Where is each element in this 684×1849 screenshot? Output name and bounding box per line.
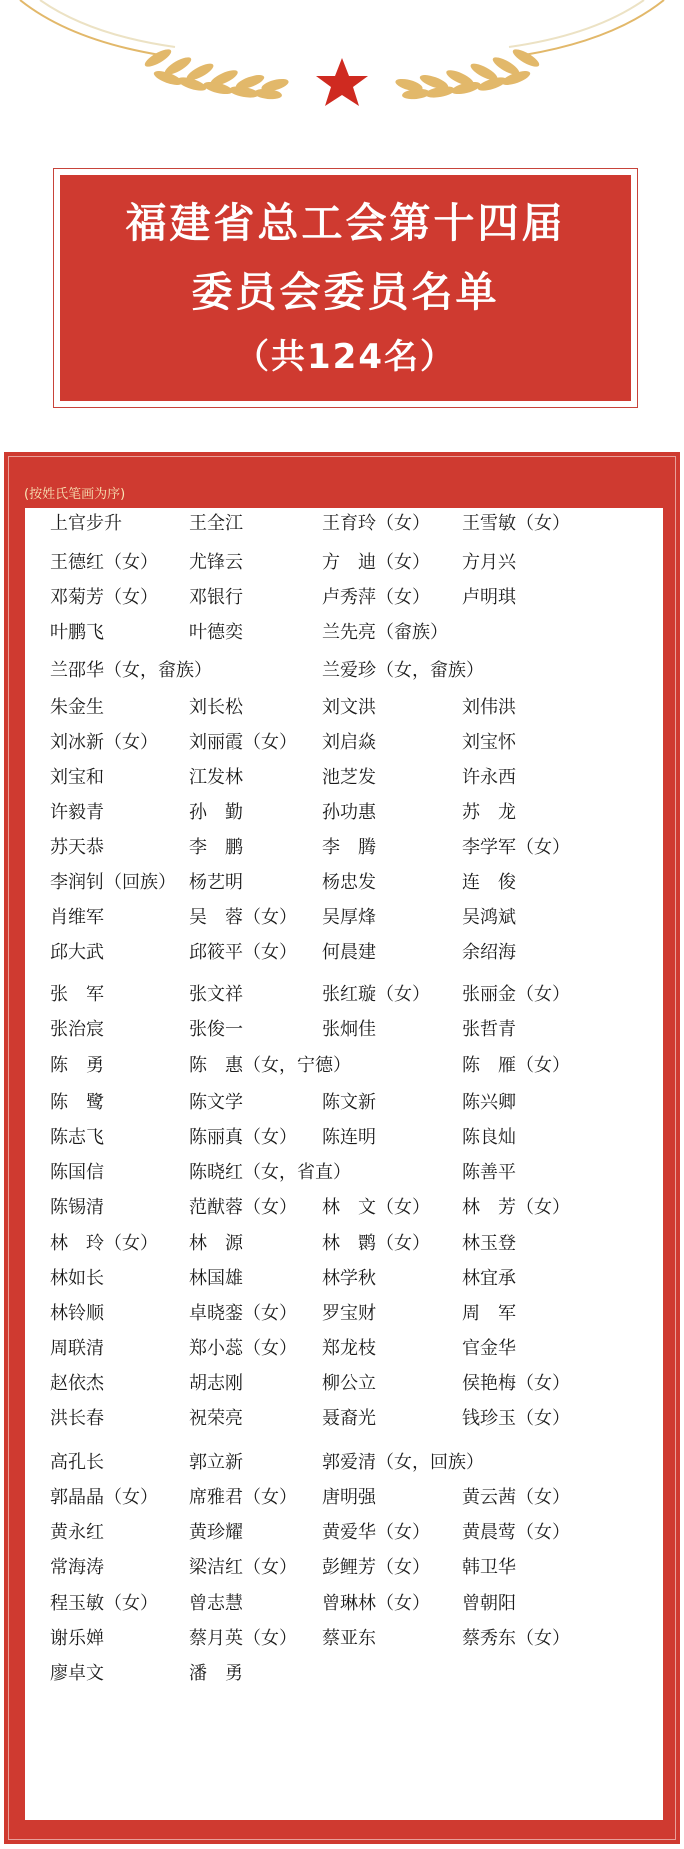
member-name: 邱筱平（女） — [189, 942, 297, 963]
member-row — [25, 1015, 663, 1045]
member-name: 梁洁红（女） — [189, 1557, 297, 1578]
member-row — [25, 1051, 663, 1081]
member-name: 刘丽霞（女） — [189, 732, 297, 753]
member-name: 郭爱清（女，回族） — [322, 1452, 484, 1473]
member-name: 张红璇（女） — [322, 984, 430, 1005]
member-name: 卢秀萍（女） — [322, 587, 430, 608]
member-name: 陈文新 — [322, 1092, 376, 1113]
member-count: （共124名） — [235, 337, 456, 377]
member-name: 上官步升 — [50, 513, 122, 534]
member-name: 张丽金（女） — [462, 984, 570, 1005]
member-name: 陈 雁（女） — [462, 1055, 570, 1076]
member-name: 王全江 — [189, 513, 243, 534]
member-name: 陈志飞 — [50, 1127, 104, 1148]
member-name: 陈 鹭 — [50, 1092, 104, 1113]
member-name: 陈连明 — [322, 1127, 376, 1148]
member-name: 刘宝怀 — [462, 732, 516, 753]
member-list-panel — [25, 508, 663, 1820]
member-name: 潘 勇 — [189, 1663, 243, 1684]
member-name: 席雅君（女） — [189, 1487, 297, 1508]
member-name: 刘文洪 — [322, 697, 376, 718]
member-row — [25, 1624, 663, 1654]
member-name: 张炯佳 — [322, 1019, 376, 1040]
member-name: 刘冰新（女） — [50, 732, 158, 753]
member-name: 林学秋 — [322, 1268, 376, 1289]
member-name: 刘启焱 — [322, 732, 376, 753]
member-name: 苏天恭 — [50, 837, 104, 858]
member-name: 张俊一 — [189, 1019, 243, 1040]
title-line-1: 福建省总工会第十四届 — [125, 199, 566, 247]
member-name: 林 玲（女） — [50, 1233, 158, 1254]
member-row — [25, 618, 663, 648]
member-name: 孙功惠 — [322, 802, 376, 823]
member-name: 陈兴卿 — [462, 1092, 516, 1113]
member-name: 连 俊 — [462, 872, 516, 893]
member-name: 柳公立 — [322, 1373, 376, 1394]
member-name: 杨忠发 — [322, 872, 376, 893]
member-name: 刘伟洪 — [462, 697, 516, 718]
member-row — [25, 903, 663, 933]
member-name: 周 军 — [462, 1303, 516, 1324]
member-name: 林 文（女） — [322, 1197, 430, 1218]
member-name: 林 源 — [189, 1233, 243, 1254]
member-name: 郭晶晶（女） — [50, 1487, 158, 1508]
member-name: 赵依杰 — [50, 1373, 104, 1394]
member-name: 蔡月英（女） — [189, 1628, 297, 1649]
member-name: 韩卫华 — [462, 1557, 516, 1578]
member-name: 吴 蓉（女） — [189, 907, 297, 928]
member-name: 黄珍耀 — [189, 1522, 243, 1543]
member-name: 廖卓文 — [50, 1663, 104, 1684]
member-name: 黄云茜（女） — [462, 1487, 570, 1508]
member-name: 钱珍玉（女） — [462, 1408, 570, 1429]
member-name: 聂裔光 — [322, 1408, 376, 1429]
member-name: 林 芳（女） — [462, 1197, 570, 1218]
member-row — [25, 1518, 663, 1548]
member-row — [25, 583, 663, 613]
member-name: 高孔长 — [50, 1452, 104, 1473]
member-row — [25, 1229, 663, 1259]
member-name: 刘宝和 — [50, 767, 104, 788]
member-name: 侯艳梅（女） — [462, 1373, 570, 1394]
member-name: 蔡亚东 — [322, 1628, 376, 1649]
member-row — [25, 656, 663, 686]
member-name: 方 迪（女） — [322, 552, 430, 573]
member-name: 程玉敏（女） — [50, 1593, 158, 1614]
member-row — [25, 1158, 663, 1188]
member-name: 兰邵华（女，畲族） — [50, 660, 212, 681]
member-row — [25, 980, 663, 1010]
member-row — [25, 833, 663, 863]
member-row — [25, 1369, 663, 1399]
member-name: 邱大武 — [50, 942, 104, 963]
member-name: 周联清 — [50, 1338, 104, 1359]
member-name: 林宜承 — [462, 1268, 516, 1289]
title-banner — [53, 168, 638, 408]
member-row — [25, 1404, 663, 1434]
member-row — [25, 1123, 663, 1153]
member-name: 余绍海 — [462, 942, 516, 963]
member-name: 杨艺明 — [189, 872, 243, 893]
member-name: 卓晓銮（女） — [189, 1303, 297, 1324]
member-name: 罗宝财 — [322, 1303, 376, 1324]
member-name: 苏 龙 — [462, 802, 516, 823]
member-name: 曾琳林（女） — [322, 1593, 430, 1614]
member-name: 郑龙枝 — [322, 1338, 376, 1359]
member-name: 方月兴 — [462, 552, 516, 573]
member-name: 李润钊（回族） — [50, 872, 176, 893]
member-name: 常海涛 — [50, 1557, 104, 1578]
member-name: 祝荣亮 — [189, 1408, 243, 1429]
member-row — [25, 1334, 663, 1364]
member-name: 叶德奕 — [189, 622, 243, 643]
member-name: 陈 勇 — [50, 1055, 104, 1076]
member-name: 林铃顺 — [50, 1303, 104, 1324]
member-name: 曾志慧 — [189, 1593, 243, 1614]
member-row — [25, 763, 663, 793]
member-name: 张治宸 — [50, 1019, 104, 1040]
member-row — [25, 1088, 663, 1118]
member-name: 陈晓红（女，省直） — [189, 1162, 351, 1183]
wheat-star-emblem-icon — [0, 0, 684, 120]
member-name: 林玉登 — [462, 1233, 516, 1254]
member-name: 卢明琪 — [462, 587, 516, 608]
member-name: 江发林 — [189, 767, 243, 788]
member-name: 范猷蓉（女） — [189, 1197, 297, 1218]
title-banner-inner — [60, 175, 631, 401]
title-line-2: 委员会委员名单 — [191, 268, 500, 316]
member-name: 吴鸿斌 — [462, 907, 516, 928]
member-name: 张 军 — [50, 984, 104, 1005]
member-name: 吴厚烽 — [322, 907, 376, 928]
member-name: 肖维军 — [50, 907, 104, 928]
member-name: 黄爱华（女） — [322, 1522, 430, 1543]
member-row — [25, 1264, 663, 1294]
member-name: 李学军（女） — [462, 837, 570, 858]
member-name: 曾朝阳 — [462, 1593, 516, 1614]
member-name: 林国雄 — [189, 1268, 243, 1289]
member-row — [25, 1448, 663, 1478]
member-name: 洪长春 — [50, 1408, 104, 1429]
member-row — [25, 1299, 663, 1329]
member-name: 官金华 — [462, 1338, 516, 1359]
member-name: 林如长 — [50, 1268, 104, 1289]
member-list-frame — [4, 452, 680, 1844]
member-row — [25, 868, 663, 898]
member-row — [25, 1659, 663, 1689]
member-name: 兰爱珍（女，畲族） — [322, 660, 484, 681]
member-row — [25, 938, 663, 968]
member-name: 尤锋云 — [189, 552, 243, 573]
member-name: 陈丽真（女） — [189, 1127, 297, 1148]
member-name: 何晨建 — [322, 942, 376, 963]
member-name: 胡志刚 — [189, 1373, 243, 1394]
member-name: 叶鹏飞 — [50, 622, 104, 643]
member-row — [25, 1589, 663, 1619]
member-name: 邓银行 — [189, 587, 243, 608]
member-row — [25, 728, 663, 758]
member-name: 王育玲（女） — [322, 513, 430, 534]
member-name: 孙 勤 — [189, 802, 243, 823]
member-name: 兰先亮（畲族） — [322, 622, 448, 643]
member-name: 陈良灿 — [462, 1127, 516, 1148]
member-name: 邓菊芳（女） — [50, 587, 158, 608]
member-row — [25, 509, 663, 539]
member-row — [25, 548, 663, 578]
member-name: 陈善平 — [462, 1162, 516, 1183]
member-name: 陈文学 — [189, 1092, 243, 1113]
member-row — [25, 1193, 663, 1223]
member-name: 王德红（女） — [50, 552, 158, 573]
member-name: 许毅青 — [50, 802, 104, 823]
member-name: 刘长松 — [189, 697, 243, 718]
member-name: 林 鹮（女） — [322, 1233, 430, 1254]
member-name: 朱金生 — [50, 697, 104, 718]
member-name: 黄永红 — [50, 1522, 104, 1543]
member-name: 张文祥 — [189, 984, 243, 1005]
member-name: 张哲青 — [462, 1019, 516, 1040]
member-name: 陈 惠（女，宁德） — [189, 1055, 351, 1076]
member-row — [25, 693, 663, 723]
member-name: 郭立新 — [189, 1452, 243, 1473]
member-name: 郑小蕊（女） — [189, 1338, 297, 1359]
member-name: 蔡秀东（女） — [462, 1628, 570, 1649]
member-name: 王雪敏（女） — [462, 513, 570, 534]
member-row — [25, 1553, 663, 1583]
member-row — [25, 798, 663, 828]
member-name: 彭鲤芳（女） — [322, 1557, 430, 1578]
member-name: 黄晨莺（女） — [462, 1522, 570, 1543]
member-name: 李 鹏 — [189, 837, 243, 858]
member-name: 陈国信 — [50, 1162, 104, 1183]
member-name: 李 腾 — [322, 837, 376, 858]
member-name: 唐明强 — [322, 1487, 376, 1508]
member-name: 池芝发 — [322, 767, 376, 788]
list-order-note: (按姓氏笔画为序) — [24, 487, 126, 502]
member-name: 谢乐婵 — [50, 1628, 104, 1649]
member-name: 陈锡清 — [50, 1197, 104, 1218]
member-row — [25, 1483, 663, 1513]
member-name: 许永西 — [462, 767, 516, 788]
